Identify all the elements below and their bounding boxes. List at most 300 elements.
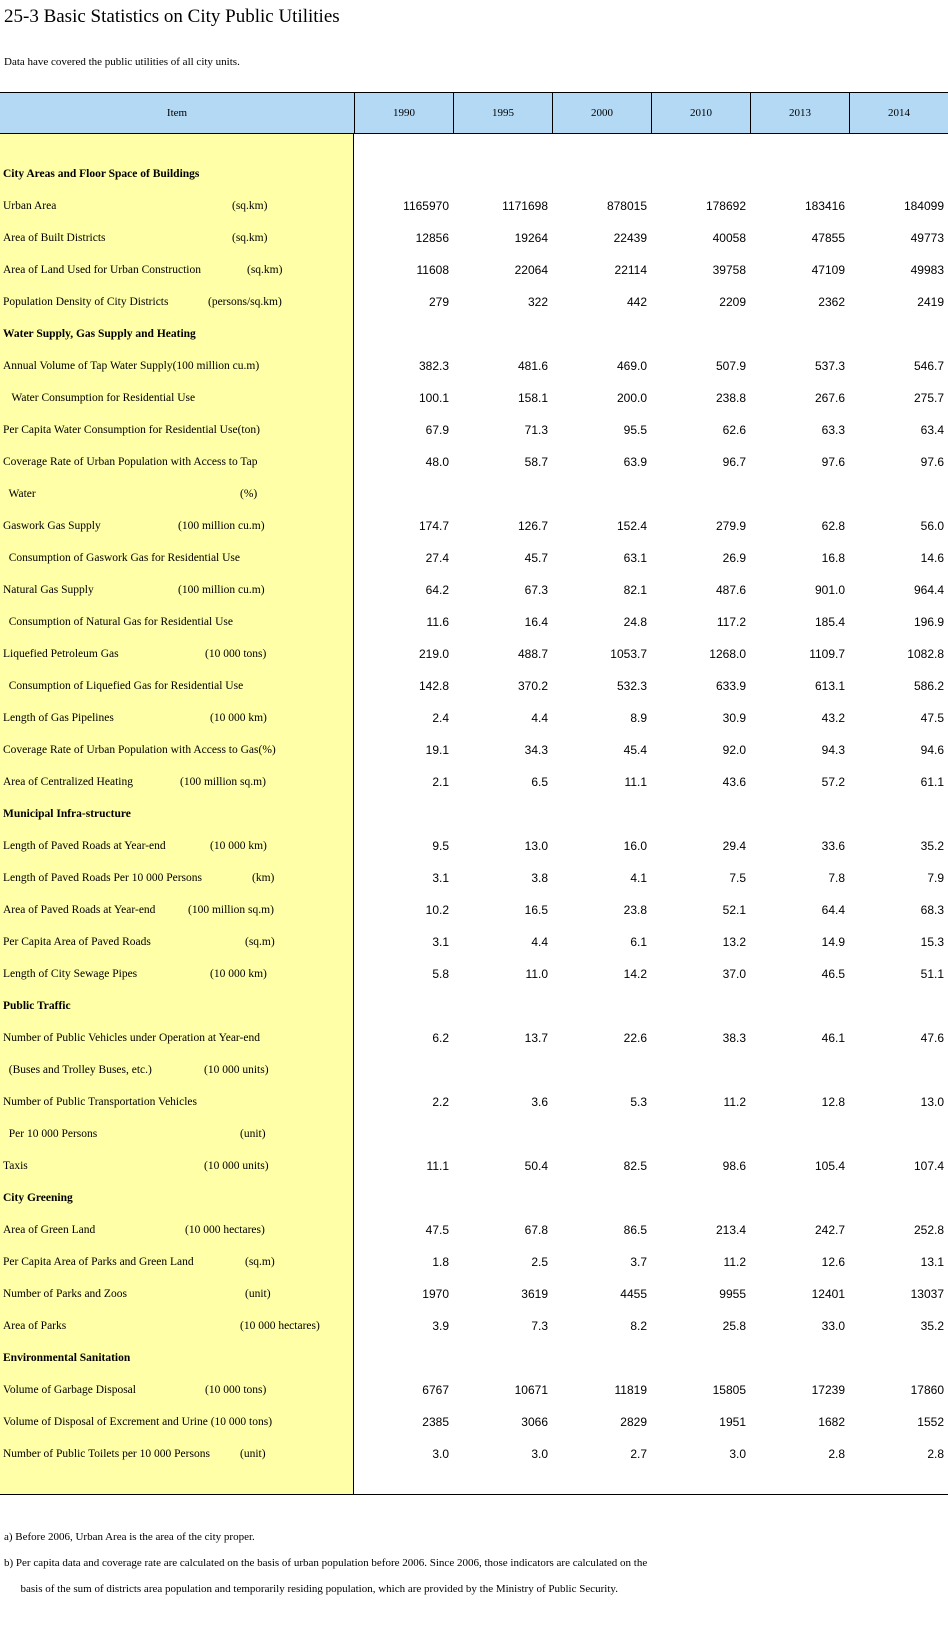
table-cell: 267.6 [814, 391, 845, 405]
row-label-text: Number of Public Toilets per 10 000 Persons [3, 1448, 210, 1460]
row-label [0, 542, 353, 574]
table-cell: 48.0 [425, 455, 449, 469]
table-cell: 27.4 [425, 551, 449, 565]
table-cell: 469.0 [616, 359, 647, 373]
header-item: Item [166, 107, 188, 119]
table-cell: 98.6 [722, 1159, 746, 1173]
row-unit: (10 000 hectares) [185, 1224, 265, 1236]
table-row [354, 926, 948, 958]
table-cell: 3.7 [630, 1255, 647, 1269]
row-label-text: Length of Gas Pipelines [3, 712, 114, 724]
table-cell: 23.8 [623, 903, 647, 917]
table-cell: 30.9 [722, 711, 746, 725]
table-cell: 35.2 [920, 839, 944, 853]
table-cell: 100.1 [418, 391, 449, 405]
table-cell: 2.5 [531, 1255, 548, 1269]
table-cell: 63.1 [623, 551, 647, 565]
table-cell: 38.3 [722, 1031, 746, 1045]
table-cell: 1552 [917, 1415, 944, 1429]
table-cell: 481.6 [517, 359, 548, 373]
footnote-b-cont: basis of the sum of districts area population and temporarily residing population, which are provided by the Ministry of Public Security. [4, 1583, 618, 1595]
row-label [0, 446, 353, 478]
row-unit: (unit) [240, 1128, 266, 1140]
table-cell: 94.6 [920, 743, 944, 757]
table-cell: 1970 [422, 1287, 449, 1301]
row-unit: (10 000 tons) [205, 1384, 267, 1396]
row-label-text: Length of Paved Roads at Year-end [3, 840, 166, 852]
row-label-text: Area of Paved Roads at Year-end [3, 904, 156, 916]
table-cell: 63.4 [920, 423, 944, 437]
table-header [0, 93, 948, 134]
section-heading [0, 1342, 353, 1374]
header-year: 1995 [453, 93, 552, 133]
table-row [354, 1342, 948, 1374]
row-label [0, 1118, 353, 1150]
table-cell: 126.7 [517, 519, 548, 533]
table-cell: 4.4 [531, 711, 548, 725]
table-cell: 532.3 [616, 679, 647, 693]
table-cell: 82.5 [623, 1159, 647, 1173]
section-heading [0, 158, 353, 190]
table-cell: 12.8 [821, 1095, 845, 1109]
table-cell: 64.2 [425, 583, 449, 597]
table-cell: 2362 [818, 295, 845, 309]
row-label-text: Coverage Rate of Urban Population with Access to Gas(%) [3, 744, 276, 756]
row-label [0, 1438, 353, 1470]
table-cell: 200.0 [616, 391, 647, 405]
row-label [0, 222, 353, 254]
row-label [0, 766, 353, 798]
table-row [354, 734, 948, 766]
table-cell: 4.4 [531, 935, 548, 949]
row-unit: (10 000 tons) [205, 648, 267, 660]
table-cell: 12401 [811, 1287, 845, 1301]
table-row [354, 958, 948, 990]
row-unit: (sq.km) [232, 232, 268, 244]
table-cell: 16.5 [524, 903, 548, 917]
table-cell: 2.4 [432, 711, 449, 725]
table-cell: 2.2 [432, 1095, 449, 1109]
table-cell: 17239 [811, 1383, 845, 1397]
table-cell: 2209 [719, 295, 746, 309]
table-row [354, 286, 948, 318]
table-row [354, 574, 948, 606]
table-cell: 16.8 [821, 551, 845, 565]
row-unit: (100 million cu.m) [178, 584, 265, 596]
table-cell: 16.4 [524, 615, 548, 629]
row-label-text: Number of Parks and Zoos [3, 1288, 127, 1300]
table-cell: 9.5 [432, 839, 449, 853]
table-cell: 97.6 [821, 455, 845, 469]
table-cell: 11.6 [426, 615, 449, 629]
row-label-text: Length of Paved Roads Per 10 000 Persons [3, 872, 202, 884]
row-unit: (100 million cu.m) [178, 520, 265, 532]
table-cell: 10.2 [425, 903, 449, 917]
table-row [354, 1246, 948, 1278]
table-cell: 184099 [903, 199, 944, 213]
table-cell: 1268.0 [709, 647, 746, 661]
row-label-text: Consumption of Natural Gas for Residential Use [3, 616, 233, 628]
table-cell: 2.8 [828, 1447, 845, 1461]
table-cell: 7.8 [828, 871, 845, 885]
statistics-table [0, 92, 948, 1495]
table-cell: 10671 [514, 1383, 548, 1397]
table-cell: 3.1 [432, 871, 449, 885]
table-cell: 35.2 [920, 1319, 944, 1333]
table-cell: 9955 [719, 1287, 746, 1301]
table-row [354, 1406, 948, 1438]
table-cell: 586.2 [913, 679, 944, 693]
table-row [354, 1182, 948, 1214]
table-row [354, 670, 948, 702]
table-row [354, 446, 948, 478]
values-column [354, 134, 948, 1494]
table-row [354, 510, 948, 542]
table-cell: 8.2 [630, 1319, 647, 1333]
table-row [354, 606, 948, 638]
table-cell: 57.2 [821, 775, 845, 789]
row-label [0, 926, 353, 958]
table-cell: 15805 [712, 1383, 746, 1397]
subtitle: Data have covered the public utilities of all city units. [4, 56, 240, 68]
table-cell: 4.1 [630, 871, 647, 885]
table-cell: 14.2 [623, 967, 647, 981]
table-cell: 14.6 [920, 551, 944, 565]
row-label [0, 1374, 353, 1406]
table-cell: 11.1 [624, 775, 647, 789]
table-cell: 62.6 [722, 423, 746, 437]
table-cell: 1951 [719, 1415, 746, 1429]
table-row [354, 638, 948, 670]
table-cell: 2385 [422, 1415, 449, 1429]
table-cell: 275.7 [913, 391, 944, 405]
table-cell: 51.1 [920, 967, 944, 981]
table-cell: 185.4 [814, 615, 845, 629]
table-row [354, 894, 948, 926]
footnote-a: a) Before 2006, Urban Area is the area of the city proper. [4, 1531, 255, 1543]
table-row [354, 414, 948, 446]
table-cell: 4455 [620, 1287, 647, 1301]
row-label [0, 510, 353, 542]
page-title: 25-3 Basic Statistics on City Public Utilities [4, 6, 340, 27]
row-label-text: Volume of Garbage Disposal [3, 1384, 136, 1396]
table-cell: 97.6 [920, 455, 944, 469]
table-cell: 142.8 [418, 679, 449, 693]
row-label-text: Public Traffic [3, 1000, 71, 1012]
table-cell: 964.4 [913, 583, 944, 597]
table-cell: 2829 [620, 1415, 647, 1429]
table-cell: 3619 [521, 1287, 548, 1301]
row-label [0, 1278, 353, 1310]
table-cell: 1053.7 [610, 647, 647, 661]
table-cell: 11.1 [426, 1159, 449, 1173]
table-cell: 19264 [514, 231, 548, 245]
table-cell: 252.8 [913, 1223, 944, 1237]
table-cell: 92.0 [722, 743, 746, 757]
row-label [0, 958, 353, 990]
table-cell: 382.3 [418, 359, 449, 373]
table-cell: 5.8 [432, 967, 449, 981]
header-year: 2010 [651, 93, 750, 133]
row-label [0, 1406, 353, 1438]
table-row [354, 190, 948, 222]
table-cell: 16.0 [623, 839, 647, 853]
table-cell: 86.5 [623, 1223, 647, 1237]
table-cell: 45.7 [524, 551, 548, 565]
row-label-text: Coverage Rate of Urban Population with Access to Tap [3, 456, 258, 468]
row-label [0, 190, 353, 222]
row-label [0, 1054, 353, 1086]
row-label-text: Water Supply, Gas Supply and Heating [3, 328, 196, 340]
row-label-text: Per 10 000 Persons [3, 1128, 98, 1140]
table-cell: 13.0 [920, 1095, 944, 1109]
table-cell: 613.1 [814, 679, 845, 693]
table-cell: 279 [428, 295, 449, 309]
header-year: 2000 [552, 93, 651, 133]
row-unit: (sq.m) [245, 1256, 275, 1268]
table-cell: 11608 [416, 263, 449, 277]
table-cell: 19.1 [425, 743, 449, 757]
row-label [0, 638, 353, 670]
row-label-text: Per Capita Water Consumption for Residential Use(ton) [3, 424, 260, 436]
table-row [354, 382, 948, 414]
row-unit: (km) [252, 872, 275, 884]
table-cell: 63.3 [821, 423, 845, 437]
table-cell: 11819 [614, 1383, 647, 1397]
row-label-text: Natural Gas Supply [3, 584, 94, 596]
table-cell: 238.8 [715, 391, 746, 405]
row-label-text: Annual Volume of Tap Water Supply(100 million cu.m) [3, 360, 260, 372]
table-cell: 3.0 [432, 1447, 449, 1461]
table-cell: 322 [527, 295, 548, 309]
row-label [0, 286, 353, 318]
table-cell: 13037 [910, 1287, 944, 1301]
row-label-text: City Areas and Floor Space of Buildings [3, 168, 200, 180]
table-cell: 152.4 [616, 519, 647, 533]
table-cell: 39758 [712, 263, 746, 277]
table-cell: 7.3 [531, 1319, 548, 1333]
table-row [354, 350, 948, 382]
table-cell: 2.8 [927, 1447, 944, 1461]
table-row [354, 766, 948, 798]
table-cell: 47.5 [425, 1223, 449, 1237]
table-cell: 34.3 [524, 743, 548, 757]
row-unit: (sq.km) [232, 200, 268, 212]
row-unit: (sq.km) [247, 264, 283, 276]
table-cell: 95.5 [623, 423, 647, 437]
footnote-b: b) Per capita data and coverage rate are calculated on the basis of urban population before 2006. Since 2006, those indicators are calculated on the [4, 1557, 648, 1569]
table-cell: 68.3 [920, 903, 944, 917]
table-row [354, 1374, 948, 1406]
table-cell: 488.7 [517, 647, 548, 661]
table-cell: 94.3 [821, 743, 845, 757]
row-label-text: Per Capita Area of Parks and Green Land [3, 1256, 194, 1268]
row-label-text: Water Consumption for Residential Use [3, 392, 196, 404]
table-cell: 49983 [910, 263, 944, 277]
table-cell: 633.9 [715, 679, 746, 693]
row-label [0, 1150, 353, 1182]
table-row [354, 158, 948, 190]
table-row [354, 1438, 948, 1470]
row-label [0, 830, 353, 862]
row-label-text: Population Density of City Districts [3, 296, 169, 308]
row-unit: (persons/sq.km) [208, 296, 282, 308]
table-cell: 47.6 [920, 1031, 944, 1045]
table-cell: 43.6 [722, 775, 746, 789]
table-row [354, 702, 948, 734]
table-cell: 24.8 [623, 615, 647, 629]
table-cell: 11.2 [723, 1255, 746, 1269]
row-label [0, 382, 353, 414]
table-cell: 33.6 [821, 839, 845, 853]
table-cell: 37.0 [722, 967, 746, 981]
table-row [354, 1086, 948, 1118]
row-unit: (10 000 units) [204, 1064, 269, 1076]
table-row [354, 1150, 948, 1182]
table-cell: 3.9 [432, 1319, 449, 1333]
section-heading [0, 1182, 353, 1214]
row-label [0, 670, 353, 702]
row-label-text: Consumption of Gaswork Gas for Residential Use [3, 552, 240, 564]
table-row [354, 990, 948, 1022]
table-cell: 174.7 [418, 519, 449, 533]
header-year: 1990 [354, 93, 453, 133]
item-column [0, 134, 354, 1494]
table-row [354, 1118, 948, 1150]
row-label-text: City Greening [3, 1192, 73, 1204]
row-label [0, 254, 353, 286]
table-cell: 22439 [613, 231, 647, 245]
table-cell: 3.6 [531, 1095, 548, 1109]
table-cell: 1109.7 [809, 647, 845, 661]
table-cell: 2.7 [630, 1447, 647, 1461]
row-label-text: Area of Parks [3, 1320, 67, 1332]
row-label [0, 606, 353, 638]
table-cell: 878015 [606, 199, 647, 213]
table-cell: 3.8 [531, 871, 548, 885]
table-row [354, 254, 948, 286]
row-label [0, 734, 353, 766]
table-cell: 67.9 [425, 423, 449, 437]
table-body [0, 134, 948, 1494]
table-cell: 22.6 [623, 1031, 647, 1045]
row-label-text: Gaswork Gas Supply [3, 520, 101, 532]
table-cell: 219.0 [418, 647, 449, 661]
table-cell: 11.0 [525, 967, 548, 981]
table-cell: 49773 [910, 231, 944, 245]
table-cell: 196.9 [913, 615, 944, 629]
table-cell: 1082.8 [907, 647, 944, 661]
table-cell: 537.3 [814, 359, 845, 373]
row-label-text: Area of Green Land [3, 1224, 96, 1236]
row-label-text: Volume of Disposal of Excrement and Urine (10 000 tons) [3, 1416, 273, 1428]
table-cell: 71.3 [524, 423, 548, 437]
row-label-text: (Buses and Trolley Buses, etc.) [3, 1064, 152, 1076]
row-label-text: Water [3, 488, 36, 500]
table-cell: 442 [626, 295, 647, 309]
table-cell: 45.4 [623, 743, 647, 757]
table-cell: 13.0 [524, 839, 548, 853]
row-label-text: Consumption of Liquefied Gas for Residential Use [3, 680, 244, 692]
row-unit: (10 000 km) [210, 968, 267, 980]
table-cell: 3.0 [531, 1447, 548, 1461]
table-row [354, 1278, 948, 1310]
table-row [354, 1214, 948, 1246]
row-label [0, 702, 353, 734]
table-cell: 6.1 [630, 935, 647, 949]
row-label [0, 862, 353, 894]
row-label [0, 1214, 353, 1246]
row-label-text: Area of Land Used for Urban Construction [3, 264, 201, 276]
row-label-text: Number of Public Transportation Vehicles [3, 1096, 197, 1108]
table-cell: 507.9 [715, 359, 746, 373]
table-cell: 67.3 [524, 583, 548, 597]
row-label-text: Length of City Sewage Pipes [3, 968, 138, 980]
table-cell: 1.8 [432, 1255, 449, 1269]
table-cell: 7.5 [729, 871, 746, 885]
row-label-text: Area of Built Districts [3, 232, 106, 244]
table-cell: 370.2 [517, 679, 548, 693]
table-row [354, 830, 948, 862]
table-cell: 40058 [712, 231, 746, 245]
table-cell: 22114 [614, 263, 647, 277]
row-unit: (100 million sq.m) [180, 776, 266, 788]
table-row [354, 318, 948, 350]
table-cell: 7.9 [927, 871, 944, 885]
table-cell: 17860 [910, 1383, 944, 1397]
table-cell: 546.7 [913, 359, 944, 373]
table-cell: 3.0 [729, 1447, 746, 1461]
table-cell: 1682 [818, 1415, 845, 1429]
table-cell: 279.9 [715, 519, 746, 533]
table-cell: 82.1 [623, 583, 647, 597]
header-year: 2014 [849, 93, 948, 133]
table-cell: 901.0 [814, 583, 845, 597]
row-label-text: Environmental Sanitation [3, 1352, 131, 1364]
row-label [0, 894, 353, 926]
table-cell: 47855 [811, 231, 845, 245]
section-heading [0, 318, 353, 350]
table-cell: 6.2 [432, 1031, 449, 1045]
table-cell: 67.8 [524, 1223, 548, 1237]
table-cell: 6767 [422, 1383, 449, 1397]
table-row [354, 1054, 948, 1086]
row-unit: (10 000 units) [204, 1160, 269, 1172]
table-cell: 105.4 [814, 1159, 845, 1173]
row-unit: (%) [240, 488, 258, 500]
table-cell: 487.6 [715, 583, 746, 597]
section-heading [0, 990, 353, 1022]
table-row [354, 798, 948, 830]
row-label-text: Number of Public Vehicles under Operation at Year-end [3, 1032, 260, 1044]
table-cell: 6.5 [531, 775, 548, 789]
table-cell: 96.7 [722, 455, 746, 469]
table-cell: 25.8 [722, 1319, 746, 1333]
row-label-text: Taxis [3, 1160, 28, 1172]
row-unit: (unit) [240, 1448, 266, 1460]
row-label [0, 1310, 353, 1342]
table-cell: 178692 [705, 199, 746, 213]
table-row [354, 478, 948, 510]
table-cell: 26.9 [722, 551, 746, 565]
row-label [0, 414, 353, 446]
table-cell: 12856 [415, 231, 449, 245]
table-cell: 29.4 [722, 839, 746, 853]
table-cell: 50.4 [524, 1159, 548, 1173]
row-label [0, 478, 353, 510]
table-cell: 61.1 [920, 775, 944, 789]
table-cell: 46.1 [821, 1031, 845, 1045]
